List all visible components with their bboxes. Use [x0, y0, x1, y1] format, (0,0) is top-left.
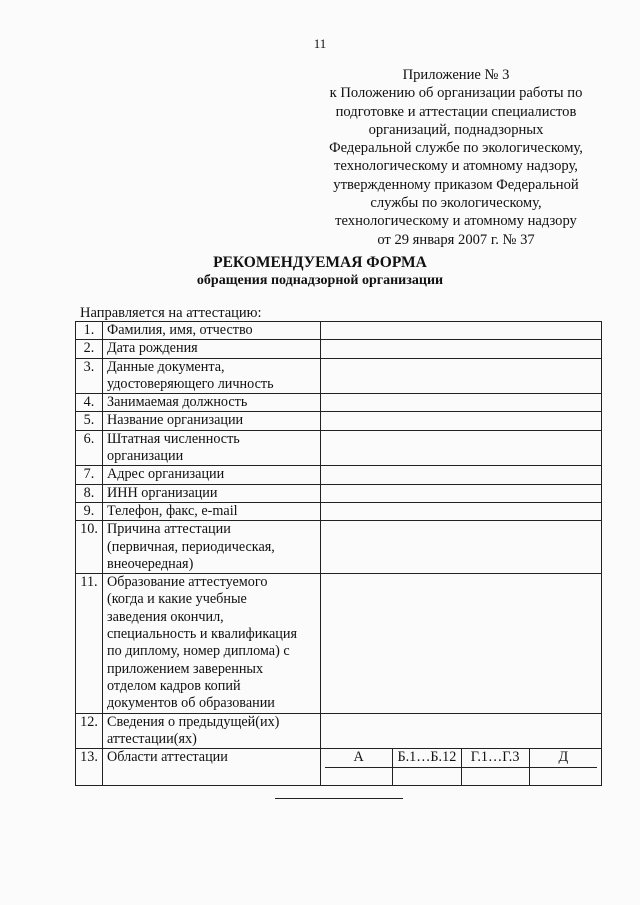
table-row: [76, 574, 602, 713]
row-label-line: (первичная, периодическая,: [107, 538, 275, 555]
row-number: 8.: [76, 484, 103, 502]
row-label: [103, 484, 321, 502]
application-form-table: [75, 321, 602, 786]
row-label-line: организации: [107, 448, 184, 465]
area-column-d[interactable]: [529, 749, 597, 785]
table-row: [76, 484, 602, 502]
value-cell-headcount[interactable]: [321, 430, 602, 466]
table-row: [76, 430, 602, 466]
row-number: 5.: [76, 412, 103, 430]
table-row: [76, 713, 602, 749]
row-label-line: Фамилия, имя, отчество: [107, 322, 253, 338]
row-label-line: Причина аттестации: [107, 521, 231, 538]
row-label: [103, 574, 321, 713]
row-label-line: специальность и квалификация: [107, 626, 298, 643]
row-label-line: Название организации: [107, 412, 244, 429]
form-subtitle: обращения поднадзорной организации: [196, 273, 444, 288]
row-number: 13.: [76, 749, 103, 786]
row-label-line: отделом кадров копий: [107, 677, 241, 694]
row-label-line: приложением заверенных: [107, 660, 264, 677]
row-label-line: ИНН организации: [107, 484, 218, 501]
row-label-line: Сведения о предыдущей(их): [107, 713, 280, 730]
value-cell-attestation-reason[interactable]: [321, 521, 602, 574]
value-cell-address[interactable]: [321, 466, 602, 484]
row-number: 1.: [76, 322, 103, 340]
footer-divider: [275, 798, 403, 799]
value-cell-birth-date[interactable]: [321, 340, 602, 358]
area-label: Д: [558, 749, 569, 766]
appendix-line: службы по экологическому,: [370, 195, 542, 212]
row-label: [103, 322, 321, 340]
row-label-line: Данные документа,: [107, 358, 225, 375]
row-label-line: документов об образовании: [107, 695, 275, 712]
appendix-line: технологическому и атомному надзору,: [334, 158, 578, 175]
row-label-line: внеочередная): [107, 555, 194, 572]
appendix-line: от 29 января 2007 г. № 37: [377, 231, 535, 248]
row-label: [103, 358, 321, 394]
area-value-box[interactable]: [530, 767, 597, 768]
attestation-areas-cell: [321, 749, 602, 786]
value-cell-previous-attestation[interactable]: [321, 713, 602, 749]
row-label: [103, 713, 321, 749]
area-value-box[interactable]: [393, 767, 460, 768]
appendix-header: [306, 66, 606, 249]
row-number: 6.: [76, 430, 103, 466]
table-row: [76, 412, 602, 430]
row-label-line: Образование аттестуемого: [107, 574, 268, 591]
row-label: [103, 466, 321, 484]
area-label: А: [353, 749, 364, 766]
area-value-box[interactable]: [462, 767, 529, 768]
row-label-line: (когда и какие учебные: [107, 591, 247, 608]
row-label-line: Адрес организации: [107, 466, 225, 483]
appendix-line: технологическому и атомному надзору: [335, 213, 577, 230]
table-row: [76, 521, 602, 574]
row-label-line: аттестации(ях): [107, 730, 197, 747]
row-label: [103, 430, 321, 466]
appendix-line: Федеральной службе по экологическому,: [329, 140, 583, 157]
row-label: [103, 340, 321, 358]
appendix-line: организаций, поднадзорных: [368, 121, 544, 138]
row-label: [103, 502, 321, 520]
area-value-box[interactable]: [325, 767, 392, 768]
value-cell-identity-document[interactable]: [321, 358, 602, 394]
row-number: 4.: [76, 394, 103, 412]
value-cell-education[interactable]: [321, 574, 602, 713]
table-row: [76, 322, 602, 340]
table-row: [76, 502, 602, 520]
sent-for-attestation-label: Направляется на аттестацию:: [80, 305, 262, 321]
row-label: [103, 412, 321, 430]
row-number: 12.: [76, 713, 103, 749]
area-label: Г.1…Г.3: [470, 749, 520, 766]
row-label: [103, 394, 321, 412]
row-number: 10.: [76, 521, 103, 574]
value-cell-position[interactable]: [321, 394, 602, 412]
table-row: [76, 340, 602, 358]
row-label: [103, 749, 321, 786]
value-cell-organization-name[interactable]: [321, 412, 602, 430]
row-label-line: Дата рождения: [107, 340, 198, 357]
row-label-line: удостоверяющего личность: [107, 375, 274, 392]
table-row: [76, 466, 602, 484]
form-title: РЕКОМЕНДУЕМАЯ ФОРМА: [213, 254, 427, 271]
area-column-b[interactable]: [392, 749, 460, 785]
attestation-areas: [325, 749, 597, 785]
row-label-line: Занимаемая должность: [107, 394, 248, 411]
row-number: 3.: [76, 358, 103, 394]
value-cell-inn[interactable]: [321, 484, 602, 502]
row-label-line: по диплому, номер диплома) с: [107, 643, 290, 660]
row-label-line: Телефон, факс, e-mail: [107, 502, 238, 519]
appendix-line: подготовке и аттестации специалистов: [335, 103, 577, 120]
area-column-a[interactable]: [325, 749, 392, 785]
row-number: 7.: [76, 466, 103, 484]
value-cell-contacts[interactable]: [321, 502, 602, 520]
row-label-line: Области аттестации: [107, 749, 228, 766]
appendix-line: к Положению об организации работы по: [329, 85, 583, 102]
row-number: 11.: [76, 574, 103, 713]
value-cell-full-name[interactable]: [321, 322, 602, 340]
row-label-line: заведения окончил,: [107, 608, 224, 625]
page-number: 11: [313, 36, 327, 51]
table-row: [76, 358, 602, 394]
appendix-line: утвержденному приказом Федеральной: [333, 176, 579, 193]
table-row: [76, 749, 602, 786]
area-column-g[interactable]: [461, 749, 529, 785]
row-label-line: Штатная численность: [107, 430, 240, 447]
row-number: 2.: [76, 340, 103, 358]
area-label: Б.1…Б.12: [397, 749, 457, 766]
row-number: 9.: [76, 502, 103, 520]
appendix-line: Приложение № 3: [402, 67, 510, 83]
table-row: [76, 394, 602, 412]
row-label: [103, 521, 321, 574]
